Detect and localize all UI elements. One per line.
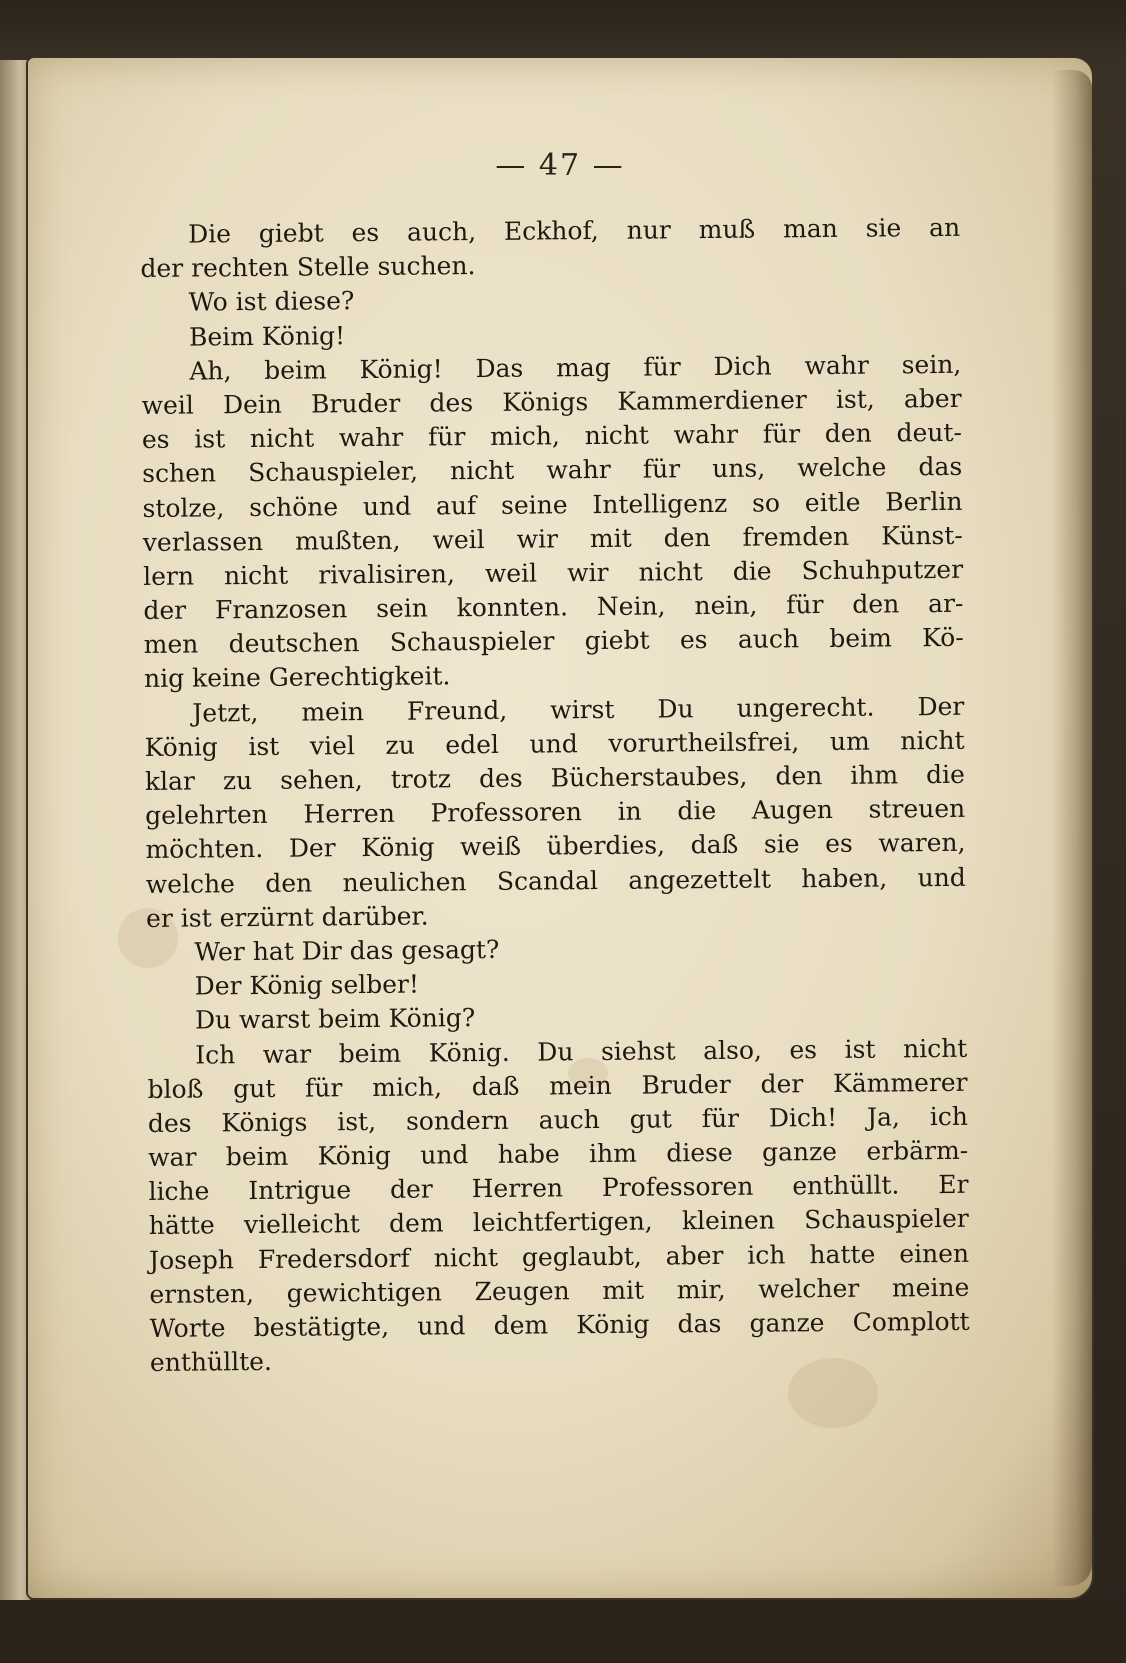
text-line: Joseph Fredersdorf nicht geglaubt, aber ich hatte einen (148, 1238, 970, 1275)
page-number: — 47 — (495, 148, 625, 183)
text-line: er ist erzürnt darüber. (145, 901, 429, 933)
text-line: Wer hat Dir das gesagt? (194, 934, 500, 967)
text-line: klar zu sehen, trotz des Bücherstaubes, den ihm die (144, 759, 966, 796)
text-line: enthüllte. (149, 1347, 273, 1378)
text-line: es ist nicht wahr für mich, nicht wahr für den deut- (141, 417, 963, 455)
text-line: Die giebt es auch, Eckhof, nur muß man sie an (188, 212, 961, 249)
text-line: Ich war beim König. Du siehst also, es ist nicht (195, 1033, 968, 1070)
text-line: Beim König! (188, 320, 346, 352)
text-line: Jetzt, mein Freund, wirst Du ungerecht. Der (192, 691, 965, 728)
text-line: Du warst beim König? (194, 1003, 476, 1035)
text-line: weil Dein Bruder des Königs Kammerdiener ist, aber (141, 383, 962, 420)
page-edge-shadow (1052, 70, 1092, 1586)
text-line: liche Intrigue der Herren Professoren enthüllt. Er (148, 1170, 969, 1207)
text-line: Wo ist diese? (188, 286, 355, 317)
text-line: nig keine Gerechtigkeit. (143, 661, 451, 694)
text-line: hätte vielleicht dem leichtfertigen, kleinen Schauspieler (148, 1204, 969, 1241)
text-line: gelehrten Herren Professoren in die Augen streuen (145, 794, 966, 831)
text-line: möchten. Der König weiß überdies, daß sie es waren, (145, 828, 966, 865)
text-line: war beim König und habe ihm diese ganze erbärm- (148, 1135, 969, 1173)
text-line: des Königs ist, sondern auch gut für Dich! Ja, ich (147, 1101, 968, 1138)
text-line: der rechten Stelle suchen. (140, 251, 476, 284)
text-line: König ist viel zu edel und vorurtheilsfrei, um nicht (144, 725, 965, 762)
book-page (28, 58, 1092, 1598)
text-line: men deutschen Schauspieler giebt es auch beim Kö- (143, 623, 964, 660)
text-line: Ah, beim König! Das mag für Dich wahr sein, (189, 349, 962, 386)
text-line: ernsten, gewichtigen Zeugen mit mir, welcher meine (149, 1272, 970, 1309)
text-line: verlassen mußten, weil wir mit den fremden Künst- (142, 520, 963, 557)
page-body-text (140, 211, 970, 1380)
text-line: Worte bestätigte, und dem König das ganze Complott (149, 1306, 970, 1343)
text-line: bloß gut für mich, daß mein Bruder der Kämmerer (147, 1067, 968, 1104)
text-line: stolze, schöne und auf seine Intelligenz so eitle Berlin (142, 486, 963, 523)
text-line: der Franzosen sein konnten. Nein, nein, für den ar- (143, 588, 964, 626)
text-line: Der König selber! (194, 969, 420, 1001)
text-line: schen Schauspieler, nicht wahr für uns, welche das (142, 452, 963, 489)
text-line: welche den neulichen Scandal angezettelt haben, und (145, 862, 966, 899)
text-line: lern nicht rivalisiren, weil wir nicht die Schuhputzer (143, 554, 964, 591)
